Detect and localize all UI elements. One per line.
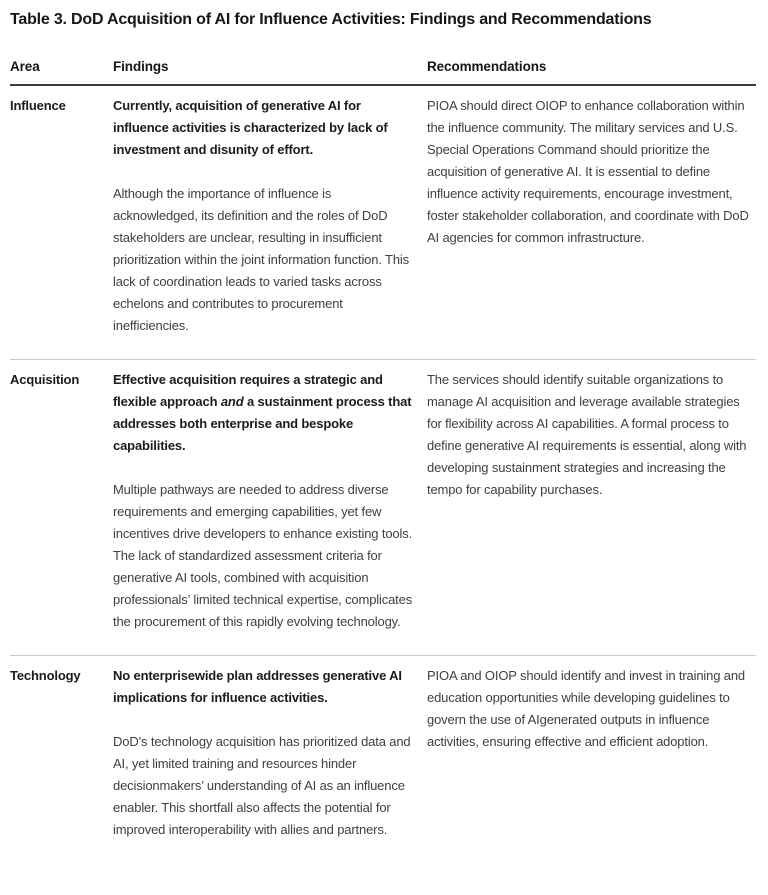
finding-paragraph: DoD’s technology acquisition has prioritized data and AI, yet limited training and resources hinder decisionmakers’ understanding of AI as an influence enabler. This shortfall also affects the potential for improved interoperability with allies and partners. [113, 734, 411, 837]
finding-lead: Effective acquisition requires a strategic and flexible approach and a sustainment process that addresses both enterprise and bespoke capabilities. [113, 372, 412, 453]
findings-table [10, 59, 756, 863]
area-cell: Technology [10, 668, 81, 683]
recommendation-cell: PIOA should direct OIOP to enhance collaboration within the influence community. The military services and U.S. Special Operations Command should prioritize the acquisition of generative AI. It is essential to define influence activity requirements, encourage investment, foster stakeholder collaboration, and coordinate with DoD AI agencies for common infrastructure. [427, 98, 749, 245]
table-row-technology [10, 655, 756, 863]
recommendation-cell: The services should identify suitable organizations to manage AI acquisition and leverage available strategies for flexibility across AI capabilities. A formal process to define generative AI requirements is essential, along with developing sustainment strategies and increasing the tempo for capability purchases. [427, 372, 747, 497]
table-header-row [10, 59, 756, 86]
column-header-area: Area [10, 59, 40, 74]
table-row-acquisition [10, 359, 756, 655]
finding-paragraph: Multiple pathways are needed to address diverse requirements and emerging capabilities, yet few incentives drive developers to enhance existing tools. The lack of standardized assessment criteria for generative AI tools, combined with acquisition professionals’ limited technical expertise, complicates the procurement of this rapidly evolving technology. [113, 482, 413, 629]
column-header-findings: Findings [113, 59, 169, 74]
page-title: Table 3. DoD Acquisition of AI for Influence Activities: Findings and Recommendations [10, 11, 652, 28]
table-row-influence [10, 86, 756, 359]
area-cell: Acquisition [10, 372, 80, 387]
area-cell: Influence [10, 98, 66, 113]
findings-cell [113, 95, 427, 337]
column-header-recommendations: Recommendations [427, 59, 547, 74]
findings-cell [113, 369, 427, 633]
finding-paragraph: Although the importance of influence is acknowledged, its definition and the roles of DoD stakeholders are unclear, resulting in insufficient prioritization within the joint information function. This lack of coordination leads to varied tasks across echelons and contributes to procurement inefficiencies. [113, 186, 409, 333]
recommendation-cell: PIOA and OIOP should identify and invest in training and education opportunities while developing guidelines to govern the use of AIgenerated outputs in influence activities, ensuring effective and efficient adoption. [427, 668, 746, 749]
findings-cell [113, 665, 427, 841]
finding-lead: No enterprisewide plan addresses generative AI implications for influence activities. [113, 668, 402, 705]
finding-lead: Currently, acquisition of generative AI for influence activities is characterized by lack of investment and disunity of effort. [113, 98, 388, 157]
